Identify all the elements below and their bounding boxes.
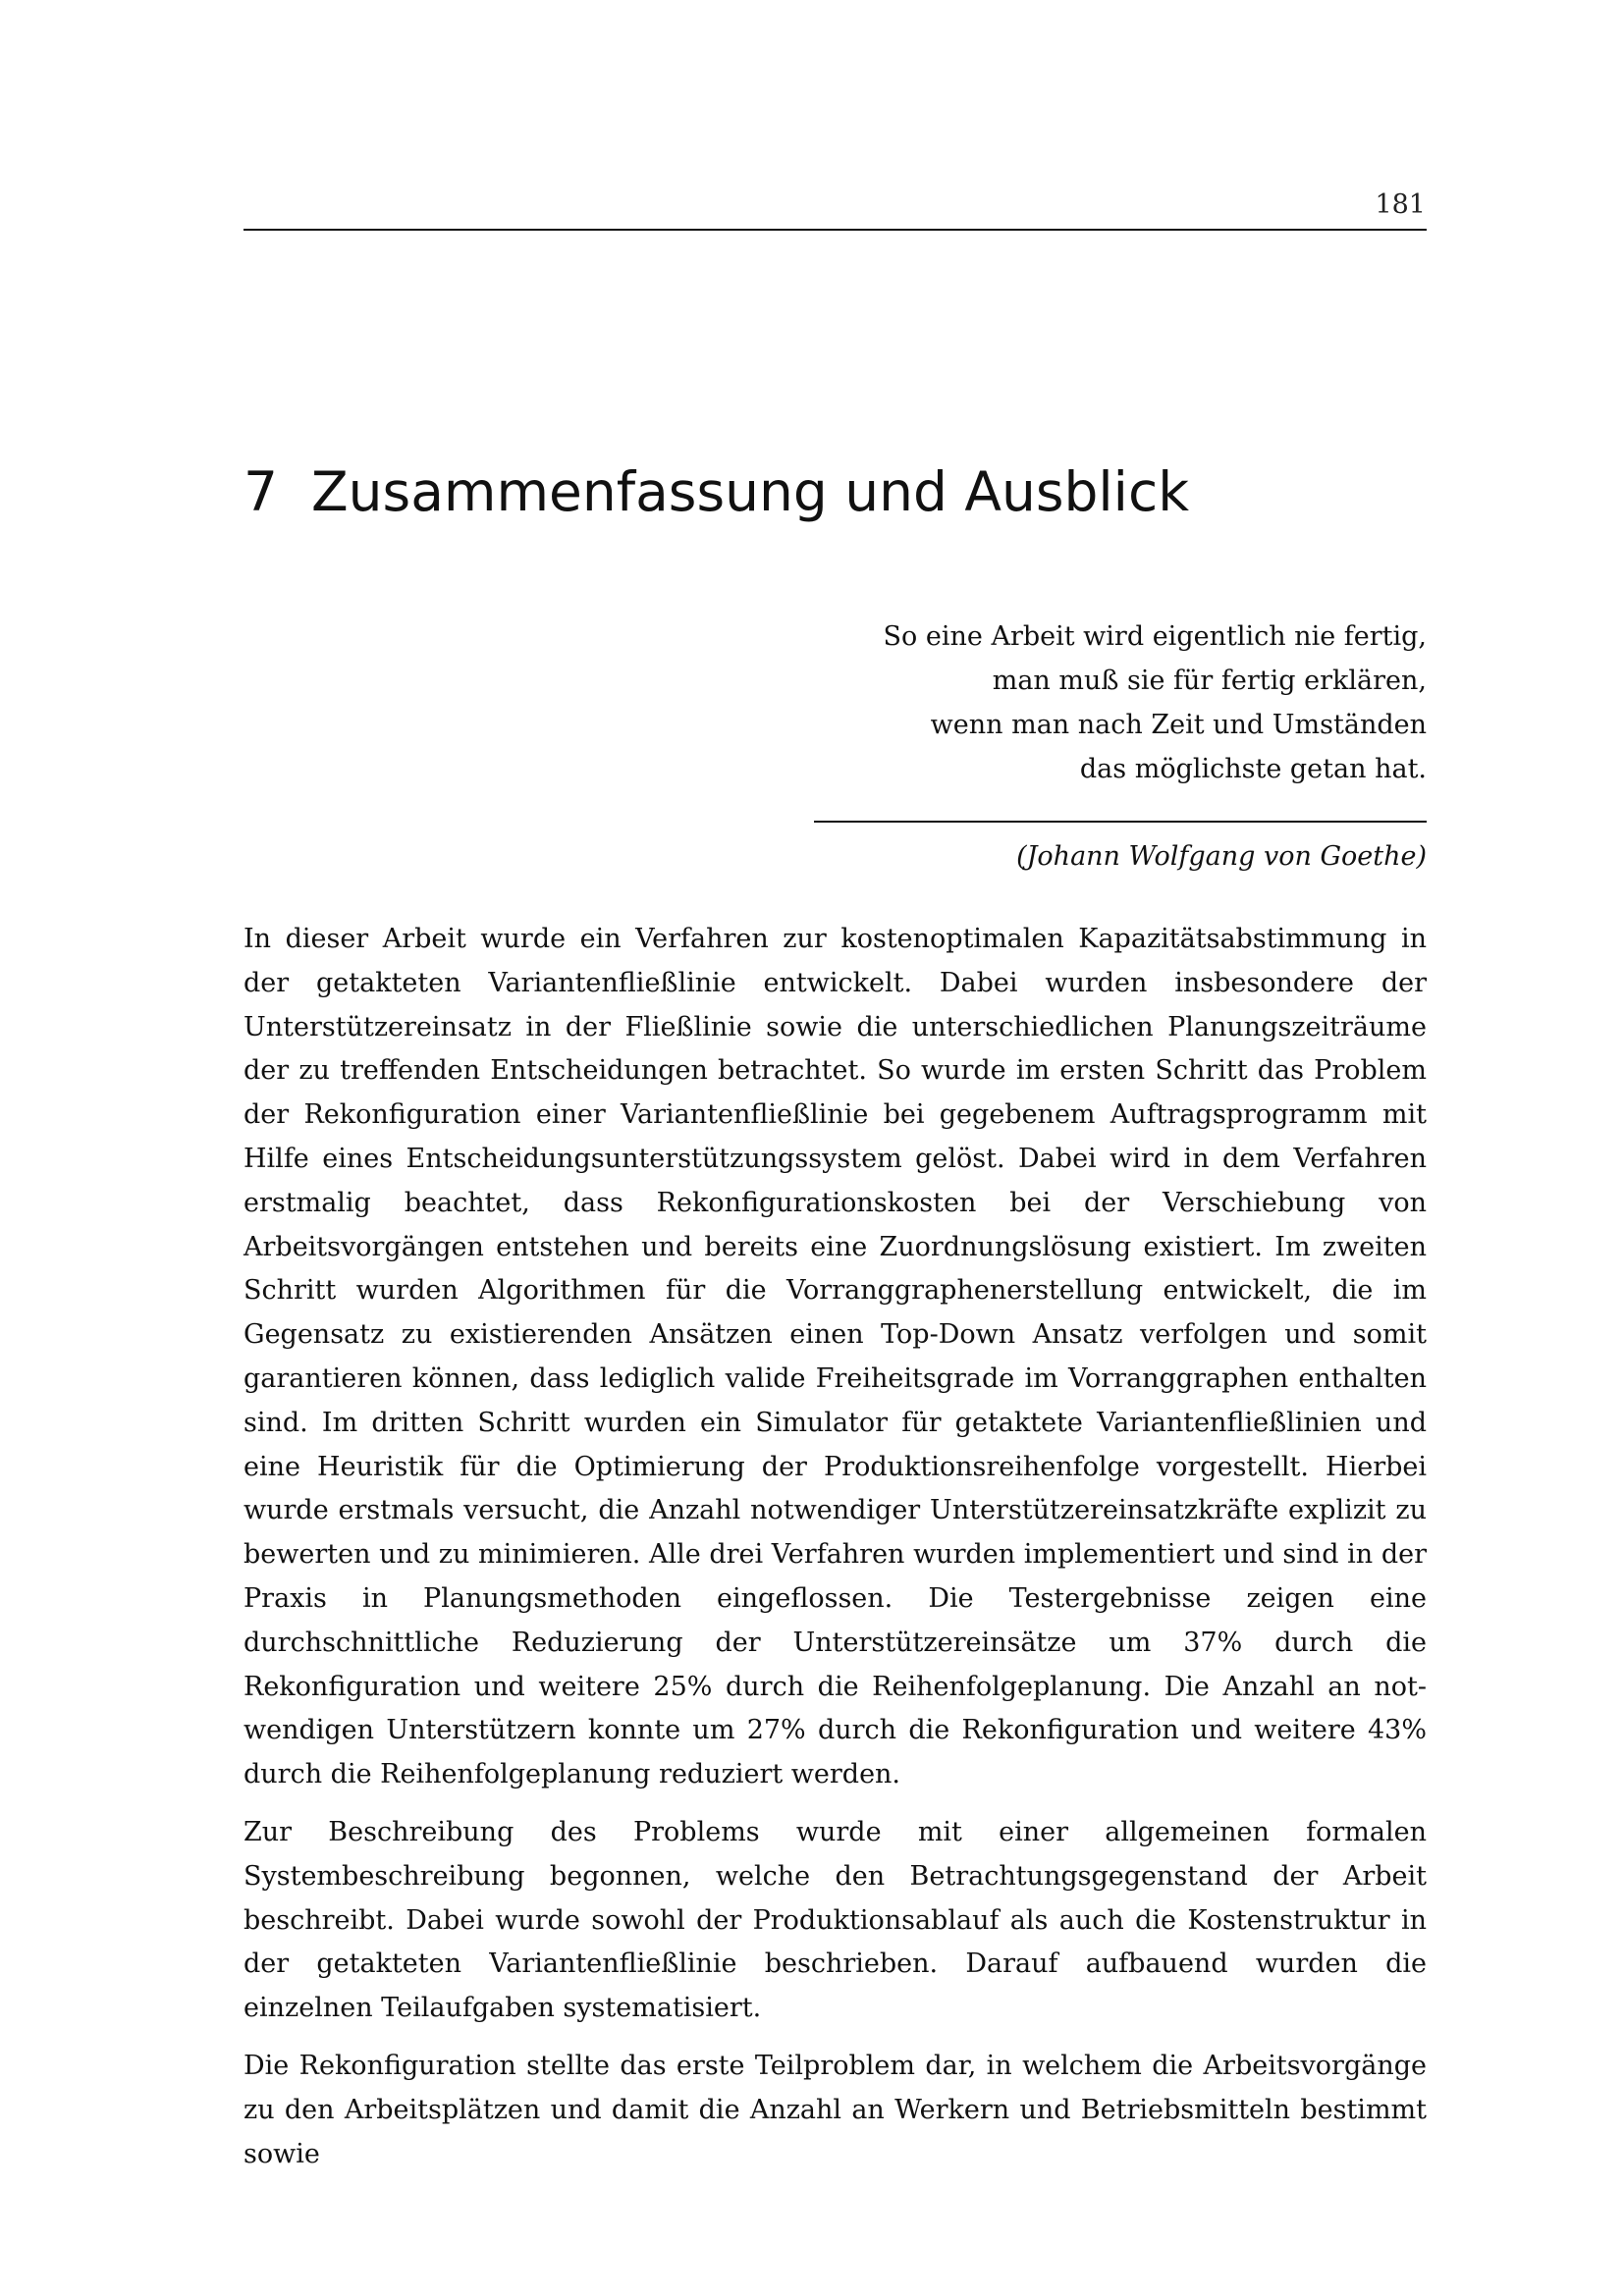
paragraph: Zur Beschreibung des Problems wurde mit einer allgemeinen formalen Systembeschreibung begonnen, welche den Betrachtungsgegenstand der Arbeit beschreibt. Dabei wurde sowohl der Produktionsablauf als auch die Kostenstruktur in der getakteten Variantenfließlinie beschrieben. Darauf aufbauend wurden die einzelnen Teilaufgaben systematisiert. (244, 1816, 1427, 2024)
paragraph: Die Rekonfiguration stellte das erste Teilproblem dar, in welchem die Arbeitsvorgänge zu den Arbeitsplätzen und damit die Anzahl an Werkern und Betriebsmitteln bestimmt sowie (244, 2050, 1427, 2169)
epigraph-rule (814, 821, 1427, 823)
header-rule (244, 229, 1427, 231)
body-text (244, 918, 1427, 2190)
epigraph-source: (Johann Wolfgang von Goethe) (1016, 841, 1427, 872)
chapter-number: 7 (244, 460, 278, 523)
chapter-heading (244, 457, 1189, 526)
chapter-title: Zusammenfassung und Ausblick (311, 460, 1190, 523)
epigraph-line: man muß sie für fertig erklären, (992, 666, 1427, 696)
paragraph: In dieser Arbeit wurde ein Verfahren zur kostenoptimalen Kapazitätsabstimmung in der getakteten Variantenfließlinie entwickelt. Dabei wurden insbesondere der Unterstützereinsatz in der Fließlinie sowie die unterschiedlichen Planungszeiträume der zu treffenden Entscheidungen betrachtet. So wurde im ersten Schritt das Problem der Rekonfiguration einer Variantenfließlinie bei gegebenem Auftragsprogramm mit Hilfe eines Entscheidungsunterstützungssystem gelöst. Dabei wird in dem Verfahren erstmalig beachtet, dass Rekonfigurationskosten bei der Verschiebung von Arbeitsvorgängen entstehen und bereits eine Zuordnungslösung existiert. Im zweiten Schritt wurden Algorithmen für die Vorranggraphenerstellung entwickelt, die im Gegensatz zu existierenden Ansätzen einen Top-Down Ansatz verfolgen und somit garantieren können, dass lediglich valide Freiheitsgrade im Vorranggraphen enthalten sind. Im dritten Schritt wurden ein Simulator für getaktete Variantenfließlinien und eine Heuristik für die Optimierung der Produktionsreihenfolge vorgestellt. Hierbei wurde erstmals versucht, die Anzahl notwendiger Unterstützereinsatzkräfte explizit zu bewerten und zu minimieren. Alle drei Verfahren wurden implementiert und sind in der Praxis in Planungsmethoden eingeflossen. Die Testergebnisse zeigen eine durchschnittliche Reduzierung der Unterstützereinsätze um 37% durch die Rekonfiguration und weitere 25% durch die Reihenfolgeplanung. Die Anzahl an notwendigen Unterstützern konnte um 27% durch die Rekonfiguration und weitere 43% durch die Reihenfolgeplanung reduziert werden. (244, 924, 1427, 1790)
epigraph-line: das möglichste getan hat. (1079, 754, 1427, 784)
epigraph-line: So eine Arbeit wird eigentlich nie fertig, (883, 621, 1427, 652)
epigraph-line: wenn man nach Zeit und Umständen (930, 710, 1427, 740)
epigraph (739, 614, 1427, 791)
page-number: 181 (1375, 189, 1426, 220)
